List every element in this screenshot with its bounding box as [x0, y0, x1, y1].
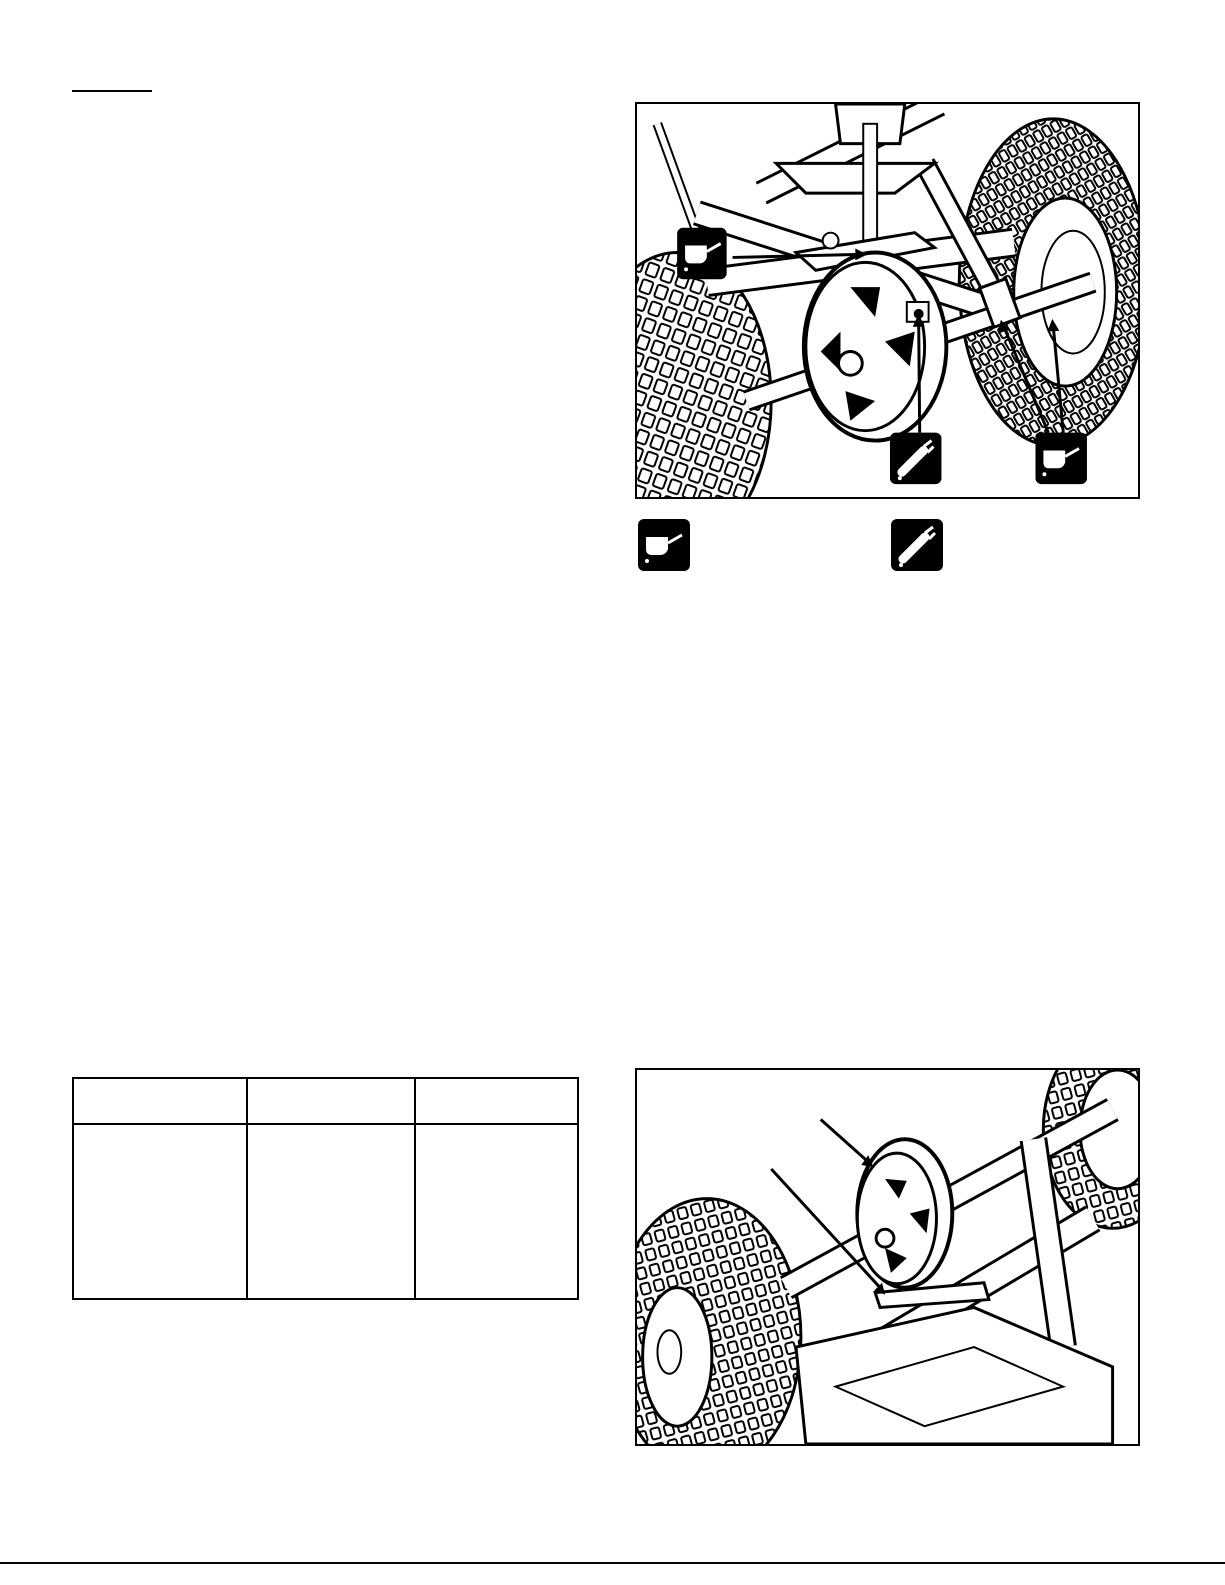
- table-header-cell: [247, 1078, 415, 1124]
- table-row: [73, 1124, 578, 1299]
- table-cell: [247, 1124, 415, 1299]
- spinner-assembly-figure: [635, 1068, 1140, 1446]
- table-header-cell: [73, 1078, 247, 1124]
- oil-can-icon: [677, 228, 726, 279]
- oil-can-icon: [638, 519, 690, 571]
- section-heading-underline: [72, 90, 152, 92]
- page-footer-rule: [0, 1562, 1225, 1564]
- table-header-row: [73, 1078, 578, 1124]
- lubrication-points-figure: [635, 102, 1140, 499]
- table-cell: [73, 1124, 247, 1299]
- table-header-cell: [415, 1078, 578, 1124]
- lubrication-illustration: [637, 104, 1138, 497]
- grease-gun-icon: [891, 519, 943, 571]
- table-cell: [415, 1124, 578, 1299]
- oil-can-icon: [1035, 433, 1086, 484]
- grease-gun-icon: [890, 433, 941, 484]
- spinner-illustration: [637, 1070, 1138, 1444]
- spec-table: [72, 1077, 579, 1300]
